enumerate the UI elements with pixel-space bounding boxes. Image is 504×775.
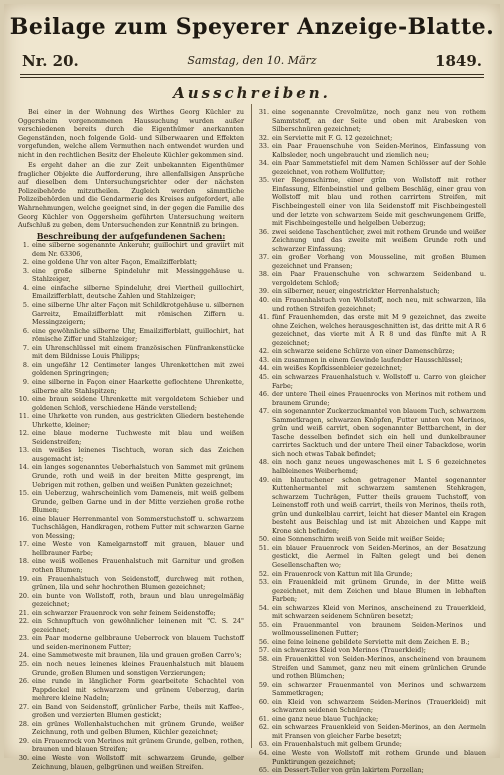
item-number: 49. [258,475,269,484]
item-text: ein blauer Frauenrock von Seiden-Merinos, an der Besatzung gestickt, die Aermel in Falten gelegt und bei denen Gesellenschaften wo; [272,543,486,569]
list-item [258,390,486,407]
item-text: ein silberner, neuer, eingestrickter Herrenhalstuch; [272,287,440,296]
column-divider [251,104,252,748]
list-item [258,740,486,749]
item-number: 1. [22,241,29,250]
list-item [258,766,486,775]
item-text: ein Serviette mit F. G. 12 gezeichnet; [272,133,393,142]
list-item [258,134,486,143]
item-text: eine ganz neue blaue Tuchjacke; [272,714,379,723]
item-number: 48. [258,458,269,467]
item-text: ein Kleid von schwarzem Seiden-Merinos (Trauerkleid) mit schwarzen seidenen Schnüren; [272,697,486,715]
item-number: 56. [258,637,269,646]
item-number: 19. [18,574,29,583]
list-item [258,476,486,536]
issue-date: Samstag, den 10. März [187,54,317,67]
section-title: Ausschreiben. [173,84,331,102]
item-number: 9. [22,377,29,386]
item-text: ein Frauenrock von Merinos mit grünem Grunde, gelben, rothen, braunen und blauen Streifen; [32,736,244,754]
item-text: ein blautuchener schon getragener Mantel sogenannter Kuttenhermantel mit schwarzem samtenen Stehkragen, schwarzem Tuchrägen, Futter theils grauem Tuchstoff, von Leinenstoff roth und weiß carrirt, theils von Merinos, theils roth, grün und dunkelblau carrirt, leicht hat dieser Mantel ein Kragen besteht aus Beischlag und ist mit Abzeichen und Kappe mit Krone sich befinden; [272,475,486,535]
item-text: fünf Frauenhemden, das erste mit M 9 gezeichnet, das zweite ohne Zeichen, welches herausgeschnitten ist, das dritte mit A R 6 gezeichnet, das vierte mit A R 8 und das fünfte mit A R gezeichnet; [272,313,486,347]
item-text: ein Uhrenschlüssel mit einem französischen Fünfrankenstücke mit dem Bildnisse Louis Philipps; [32,343,244,361]
item-number: 10. [18,395,29,404]
item-number: 30. [18,754,29,763]
item-number: 15. [18,489,29,498]
item-number: 41. [258,313,269,322]
list-item [18,575,244,592]
list-item [18,634,244,651]
list-item [18,720,244,737]
item-number: 25. [18,660,29,668]
list-item [18,267,244,284]
item-text: ein schwarzes Frauenhalstuch v. Wollstoff u. Carro von gleicher Farbe; [272,372,486,390]
list-item [258,723,486,740]
list-item [258,646,486,655]
list-item [258,108,486,134]
item-number: 34. [258,159,269,168]
list-item [18,284,244,301]
list-item [258,749,486,766]
item-text: ein noch ganz neues ungewaschenes mit L S 6 gezeichnetes halbleinenes Weiberhemd; [272,458,486,475]
item-number: 47. [258,407,269,416]
item-text: eine gewöhnliche silberne Uhr, Emailzifferblatt, guillochirt, hat römische Ziffer und Stahlzeiger; [32,326,244,344]
item-text: eine einfache silberne Spindeluhr, drei Viertheil guillochirt, Emailzifferblatt, deutsche Zahlen und Stahlzeiger; [32,283,244,301]
item-number: 45. [258,372,269,381]
item-text: eine runde in länglicher Form gearbeitete Schachtel von Pappdeckel mit schwarzem und grünem Ueberzug, darin mehrere kleine Nadeln; [32,677,244,703]
list-item [18,737,244,754]
item-number: 8. [22,360,29,369]
item-number: 18. [18,557,29,566]
item-text: vier Regenschirme, einer grün von Wollstoff mit rother Einfassung, Elfenbeinstiel und gelbem Beschläg, einer grau von Wollstoff mit blau und rothen carrirtem Streifen, mit Fischbeingestell einer von lila Seidenstoff mit Fischbeingestell und der letzte von schwarzem Seide mit geschwungenem Griffe, mit Fischbeingestelle und helgelben Ueberzug; [272,176,486,228]
list-item [18,301,244,327]
items-subheading: Beschreibung der aufgefundenen Sachen: [36,230,226,241]
top-rule-double [20,77,484,78]
item-number: 61. [258,714,269,723]
item-text: ein Frauenkittel von Seiden-Merinos, anscheinend von braunem Streifen und Sammet, ganz neu mit einem grünlichen Grunde und rothen Blümchen; [272,655,486,681]
item-text: eine feine leinene gebildete Serviette mit dem Zeichen E. B.; [272,637,470,646]
item-number: 55. [258,620,269,629]
list-item [258,287,486,296]
item-number: 11. [18,412,29,421]
list-item [18,446,244,463]
list-item [258,715,486,724]
item-number: 63. [258,740,269,749]
list-item [18,609,244,618]
item-number: 54. [258,603,269,612]
list-item [18,515,244,541]
list-item [18,703,244,720]
item-text: ein Frauenmantel von braunem Seiden-Merinos und wollmousselinenen Futter; [272,620,486,638]
newspaper-page [4,4,500,775]
masthead: Beilage zum Speyerer Anzeige-Blatte. [9,14,495,40]
list-item [18,617,244,634]
item-text: der untere Theil eines Frauenrocks von Merinos mit rothem und braunem Grunde; [272,390,486,407]
item-text: eine Sammetweste mit braunen, lila und grauen großen Carro's; [32,651,242,660]
item-text: eine silberne sogenannte Ankeruhr, guillochirt und graviirt mit dem Nr. 63306, [32,241,244,258]
item-text: eine braun seidene Uhrenkette mit vergoldetem Schieber und goldenen Schloß, verschiedene Hände verstellend; [32,395,244,412]
item-text: ein schwarzes Kleid von Merinos, anscheinend zu Trauerkleid, mit schwarzen seidenem Schnüren besetzt; [272,603,486,621]
item-number: 65. [258,766,269,775]
item-number: 36. [258,227,269,236]
item-number: 20. [18,591,29,600]
list-item [18,327,244,344]
item-text: ein ungefähr 12 Centimeter langes Uhrenkettchen mit zwei goldenen Springringen; [32,360,244,378]
item-text: eine blauer Herrenmantel von Sommerstuchstoff u. schwarzem Tuchschlägen, Handkragen, rothem Futter mit schwarzen Garne von Messing; [32,514,244,540]
top-rule [20,74,484,75]
item-text: eine große silberne Spindeluhr mit Messinggehäuse u. Stahlzeiger, [32,266,244,284]
item-number: 53. [258,578,269,587]
list-item [258,458,486,475]
item-number: 2. [22,258,29,267]
item-text: ein Paar Sammetstiefel mit dem Namen Schlösser auf der Sohle gezeichnet, von rothem Wollfutter; [272,159,486,176]
item-text: ein Frauenhalstuch von Wollstoff, noch neu, mit schwarzen, lila und rothen Streifen gezeichnet; [272,296,486,313]
list-item [258,253,486,270]
item-text: ein zusammen in einem Gewinde laufender Hausschlüssel; [272,355,463,364]
list-item [18,361,244,378]
list-item [258,681,486,698]
item-number: 31. [258,108,269,116]
item-number: 39. [258,287,269,296]
item-text: eine silberne in Façon einer Haarkette geflochtene Uhrenkette, silberne alte Stahlspitzen; [32,377,244,395]
item-text: ein schwarze seidene Schürze von einer Damenschürze; [272,347,455,356]
issue-line [22,50,482,72]
item-text: eine Weste von Wollstoff mit schwarzem Grunde, gelber Zeichnung, blauen, gelbgrünen und weißen Streifen. [32,754,244,771]
item-number: 46. [258,390,269,399]
item-text: ein schwarzes Kleid von Merinos (Trauerkleid); [272,646,426,655]
list-item [18,429,244,446]
list-item [18,660,244,677]
item-number: 40. [258,296,269,305]
item-text: ein Frauenrock von Kattun mit lila Grunde; [272,569,413,578]
item-number: 4. [22,283,29,292]
list-item [18,241,244,258]
item-text: ein schwarzer Frauenmantel von Merinos und schwarzem Sammetkragen; [272,680,486,698]
item-number: 59. [258,680,269,689]
list-item [18,651,244,660]
item-text: ein Frauenkleid mit grünem Grunde, in der Mitte weiß gezeichnet, mit dem Zeichen und blaue Blumen in lebhaften Farben; [272,578,486,604]
item-number: 24. [18,651,29,660]
item-number: 32. [258,133,269,142]
issue-year: 1849. [435,52,482,70]
list-item [18,395,244,412]
item-text: eine Uhrkette von runden, aus gestrickten Gliedern bestehende Uhrkette, kleiner; [32,412,244,429]
item-number: 6. [22,326,29,335]
item-number: 7. [22,343,29,352]
item-text: ein Ueberzug, wahrscheinlich vom Dameneis, mit weiß gelbem Grunde, gelben Garne und in der Mitte verziehen große rothe Blumen; [32,489,244,515]
item-text: eine silberne Uhr alter Façon mit Schildkrotgehäuse u. silbernen Garreitz, Emailzifferblatt mit römischen Ziffern u. Messingzeigern; [32,301,244,327]
item-number: 52. [258,569,269,578]
list-item [258,270,486,287]
item-number: 28. [18,719,29,728]
list-item [258,544,486,570]
item-text: ein langes sogenanntes Ueberhalstuch von Sammet mit grünem Grunde, roth und weiß in der breiten Mitte gesprengt, im Uebrigen mit rothen, gelben und weißen Punkten gezeichnet; [32,463,244,489]
item-text: eine blaue moderne Tuchweste mit blau und weißen Seidenstreifen; [32,429,244,446]
item-number: 64. [258,749,269,758]
list-item [258,638,486,647]
list-item [258,364,486,373]
item-text: eine Weste von Kamelgarnstoff mit grauen, blauer und hellbrauner Farbe; [32,540,244,557]
list-item [258,356,486,365]
item-list-right [258,108,486,775]
item-number: 51. [258,543,269,552]
item-text: eine weiß wollenes Frauenhalstuch mit Garnitur und großen rothen Blumen; [32,557,244,574]
item-text: ein schwarzes Frauenkleid von Seiden-Merinos, an den Aermeln mit Fransen von gleicher Farbe besetzt; [272,723,486,740]
item-number: 26. [18,677,29,686]
list-item [18,592,244,609]
item-text: ein grünes Wollenhalstuchchen mit grünem Grunde, weißer Zeichnung, roth und gelben Blumen, Küchler gezeichnet; [32,719,244,737]
item-text: ein noch neues leinenes kleines Frauenhalstuch mit blauem Grunde, großen Blumen und sonstigen Verzierungen; [32,660,244,677]
list-item [258,142,486,159]
item-text: ein weißes leinenes Tischtuch, woran sich das Zeichen ausgemacht ist; [32,446,244,463]
list-item [258,655,486,681]
item-text: ein bunte von Wollstoff, roth, braun und blau unregelmäßig gezeichnet; [32,591,244,609]
list-item [258,407,486,458]
item-number: 38. [258,270,269,279]
list-item [18,557,244,574]
item-text: eine Sonnenschirm weiß von Seide mit weißer Seide; [272,535,445,544]
item-number: 14. [18,463,29,472]
list-item [18,540,244,557]
list-item [258,578,486,604]
list-item [258,621,486,638]
item-text: zwei seidene Taschentücher, zwei mit rothem Grunde und weißer Zeichnung und das zweite mit weißem Grunde roth und schwarzer Einfassung; [272,227,486,253]
item-number: 60. [258,697,269,706]
list-item [258,176,486,227]
list-item [18,754,244,771]
item-number: 13. [18,446,29,455]
item-text: ein Dessert-Teller von grün lakirtem Porzellan; [272,766,424,775]
item-number: 43. [258,355,269,364]
list-item [18,677,244,703]
item-text: eine goldene Uhr von alter Façon, Emailzifferblatt; [32,258,198,267]
list-item [18,463,244,489]
item-text: eine sogenannte Crevolmütze, noch ganz neu von rothem Sammtstoff, an der Seite und oben mit Arabesken von Silberschnüren gezeichnet; [272,108,486,134]
item-text: ein sogenannter Zuckerzuckmantel von blauem Tuch, schwarzem Sammetkragen, schwarzen Knöpfen, Futter unten von Merinos, grün und weiß carrirt, oben sogenannter Bettbarchent, in der Tasche desselben befindet sich ein hell und dunkelbrauner carrirtes Sacktuch und der untere Theil einer Tabackdose, worin sich noch etwas Tabak befindet; [272,407,486,458]
item-number: 12. [18,429,29,438]
item-number: 17. [18,540,29,549]
list-item [258,373,486,390]
list-item [258,570,486,579]
list-item [258,159,486,176]
item-number: 58. [258,655,269,663]
item-number: 42. [258,347,269,356]
intro-paragraph: Es ergeht daher an die zur Zeit unbekannten Eigenthümer fraglicher Objekte die Aufforderung, ihre allenfallsigen Ansprüche auf dieselben dem Untersuchungsrichter oder der nächsten Polizeibehörde mitzutheilen. Zugleich werden sämmtliche Polizeibehörden und die Gendarmerie des Kreises aufgefordert, alle Wahrnehmungen, welche geeignet sind, in der gegen die Familie des Georg Küchler von Oggersheim geführten Untersuchung weitern Aufschluß zu geben, dem Untersuchenden zur Kenntniß zu bringen. [18,161,244,230]
item-text: ein Paar moderne gelbbraune Ueberrock von blauem Tuchstoff und seiden-merinonem Futter; [32,634,244,651]
item-text: ein weißes Kopfkissenbleier gezeichnet; [272,364,403,373]
item-text: eine Weste von Wollstoff mit rothem Grunde und blauen Punktirungen gezeichnet; [272,749,486,766]
item-number: 3. [22,266,29,275]
item-number: 27. [18,702,29,711]
list-item [18,378,244,395]
item-number: 5. [22,301,29,310]
item-text: ein schwarzer Frauenrock von sehr feinem Seidenstoffe; [32,608,216,617]
list-item [258,313,486,347]
item-number: 44. [258,364,269,373]
list-item [18,412,244,429]
item-number: 16. [18,514,29,523]
list-item [18,344,244,361]
item-number: 29. [18,736,29,745]
item-number: 50. [258,535,269,544]
list-item [258,296,486,313]
item-number: 23. [18,634,29,643]
item-text: ein Frauenhalstuch von Seidenstoff, durchweg mit rothen, grünen, lila und sehr hochrothen Blumen gezeichnet; [32,574,244,592]
item-number: 22. [18,617,29,626]
item-number: 62. [258,723,269,732]
item-text: ein großer Vorhang von Mousseline, mit großen Blumen gezeichnet und Fransen; [272,253,486,270]
item-number: 35. [258,176,269,185]
item-text: ein Paar Frauenschuhe von Seiden-Merinos, Einfassung von Kalbsleder, noch ungebraucht und ziemlich neu; [272,142,486,159]
item-text: ein Schnupftuch von gewöhnlicher leinenen mit "C. S. 24" gezeichnet; [32,617,244,634]
item-number: 37. [258,253,269,262]
item-list-left [18,241,244,771]
left-column [18,108,244,771]
issue-number: Nr. 20. [22,52,79,70]
item-number: 57. [258,646,269,655]
list-item [258,535,486,544]
item-text: ein Paar Frauenschuhe von schwarzem Seidenband u. vergoldetem Schloß; [272,270,486,287]
item-text: ein Band von Seidenstoff, grünlicher Farbe, theils mit Kaffee-, großen und verzierten Blumen gestickt; [32,702,244,720]
list-item [258,228,486,254]
list-item [18,258,244,267]
intro-paragraph: Bei einer in der Wohnung des Wirthes Georg Küchler zu Oggersheim vorgenommenen Haussuchung wurden außer verschiedenen bereits durch die Eigenthümer anerkannten Gegenständen, noch folgende Gold- und Silberwaaren und Effekten vorgefunden, welche allem Vermuthen nach entwendet wurden und nicht in den rechtlichen Besitz der Eheleute Küchler gekommen sind. [18,108,244,159]
right-column [258,108,486,775]
list-item [258,604,486,621]
item-number: 33. [258,142,269,151]
list-item [18,489,244,515]
list-item [258,698,486,715]
list-item [258,347,486,356]
item-number: 21. [18,608,29,617]
item-text: ein Frauenhalstuch mit gelbem Grunde; [272,740,402,749]
